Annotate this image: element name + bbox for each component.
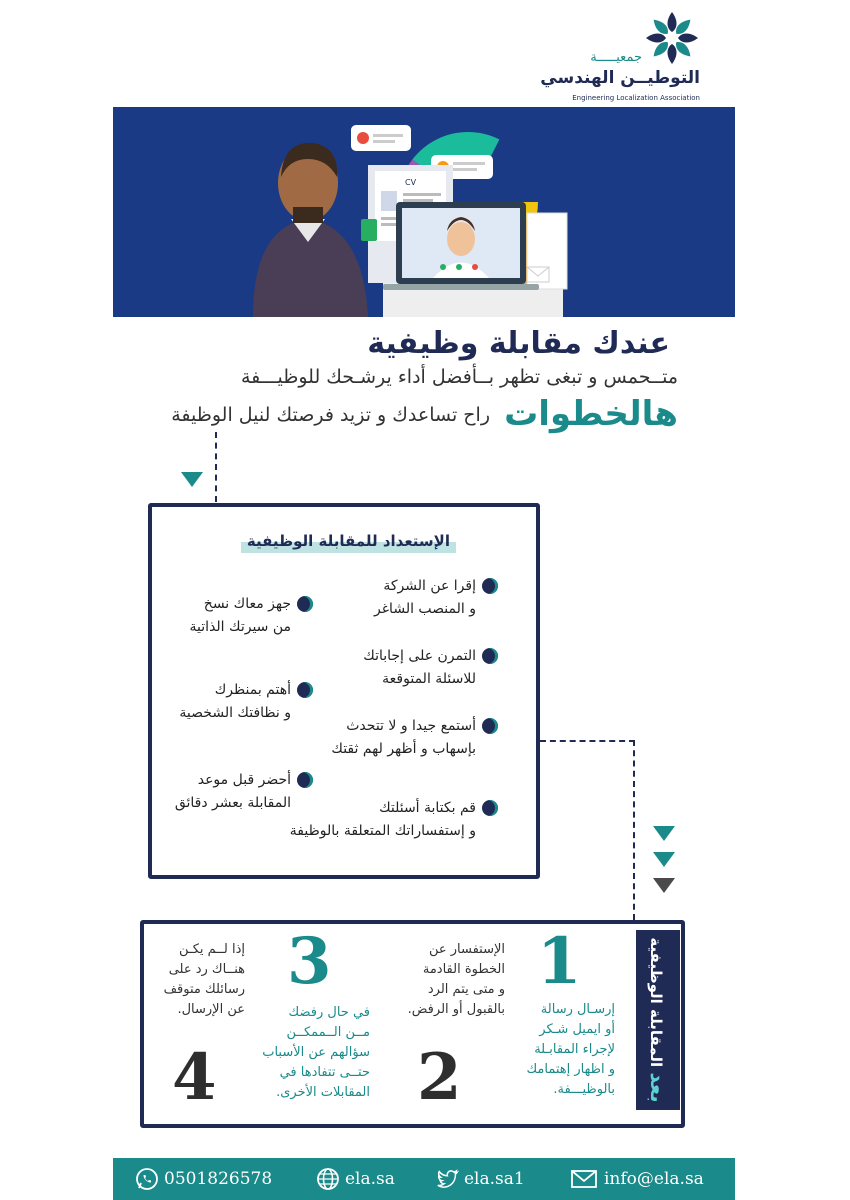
preparation-box	[148, 503, 540, 879]
step-line: مــن الــممكــن	[286, 1025, 370, 1040]
logo-arabic-line2: التوطيــن الهندسي	[540, 68, 700, 88]
step-line: المقابلات الأخرى.	[276, 1085, 370, 1100]
prep-item-line2: و المنصب الشاغر	[374, 601, 476, 617]
step-line: أو ايميل شـكر	[539, 1022, 615, 1037]
twitter-handle: ela.sa1	[464, 1169, 525, 1189]
whatsapp-icon	[135, 1167, 159, 1191]
envelope-icon	[569, 1167, 599, 1191]
prep-item-line2: و إستفساراتك المتعلقة بالوظيفة	[289, 823, 476, 839]
video-interview-illustration	[113, 107, 735, 317]
prep-item	[374, 575, 476, 621]
bullet-dot-icon	[482, 718, 498, 734]
prep-item-line1: التمرن على إجاباتك	[363, 648, 476, 664]
twitter-icon	[435, 1167, 459, 1191]
bullet-dot-icon	[482, 648, 498, 664]
globe-icon	[316, 1167, 340, 1191]
step-line: حتــى تتفادها في	[279, 1065, 370, 1080]
step-text	[262, 1003, 370, 1103]
step-line: في حال رفضك	[288, 1005, 370, 1020]
bullet-dot-icon	[297, 682, 313, 698]
after-title-word: بعد	[646, 1072, 670, 1103]
intro-line-1: متــحمس و تبغى تظهر بــأفضل أداء يرشـحك للوظيـــفة	[241, 366, 678, 388]
prep-item	[331, 715, 476, 761]
step-text	[526, 1000, 615, 1100]
preparation-title: الإستعداد للمقابلة الوظيفية	[241, 529, 456, 553]
step-number: 4	[172, 1040, 217, 1115]
prep-item-line1: أستمع جيدا و لا تتحدث	[346, 718, 476, 734]
step-line: هنــاك رد على	[168, 962, 245, 977]
prep-item-line2: و نظافتك الشخصية	[179, 705, 291, 721]
step-line: سؤالهم عن الأسباب	[262, 1045, 370, 1060]
prep-item-line1: أهتم بمنظرك	[214, 682, 291, 698]
prep-item	[190, 593, 291, 639]
website-url: ela.sa	[345, 1169, 395, 1189]
step-line: إذا لــم يكـن	[178, 942, 245, 957]
prep-item-line2: المقابلة بعشر دقائق	[174, 795, 291, 811]
bullet-dot-icon	[482, 800, 498, 816]
twitter-contact[interactable]	[435, 1166, 525, 1192]
prep-item-line1: جهز معاك نسخ	[203, 596, 291, 612]
connector-top	[215, 432, 217, 502]
step-line: الخطوة القادمة	[422, 962, 505, 977]
logo-english-name: Engineering Localization Association	[572, 94, 700, 102]
connector-middle-horizontal	[540, 740, 635, 742]
step-number: 3	[287, 924, 332, 999]
down-arrow-icon	[653, 852, 675, 867]
bullet-dot-icon	[297, 596, 313, 612]
prep-item-line2: من سيرتك الذاتية	[189, 619, 291, 635]
down-arrow-icon	[653, 878, 675, 893]
prep-item	[175, 769, 291, 815]
prep-item	[179, 679, 291, 725]
intro-line-2: راح تساعدك و تزيد فرصتك لنيل الوظيفة	[171, 404, 490, 426]
prep-item-line1: أحضر قبل موعد	[197, 772, 291, 788]
step-line: لإجراء المقابـلة	[534, 1042, 615, 1057]
step-number: 2	[417, 1040, 462, 1115]
down-arrow-icon	[181, 472, 203, 487]
association-logo	[540, 8, 700, 102]
email-address: info@ela.sa	[604, 1169, 704, 1189]
step-line: بالقبول أو الرفض.	[407, 1002, 505, 1017]
step-line: الإستفسار عن	[428, 942, 505, 957]
down-arrow-icon	[653, 826, 675, 841]
phone-contact[interactable]	[135, 1166, 272, 1192]
step-text	[164, 940, 245, 1020]
logo-star-icon	[644, 10, 700, 66]
logo-arabic-line1: جمعيـــــة	[590, 50, 642, 65]
step-number: 1	[537, 924, 582, 999]
after-title-rest: المقابلة الوظيفية	[647, 937, 665, 1068]
cv-label: CV	[405, 178, 417, 187]
phone-number: 0501826578	[164, 1169, 273, 1189]
connector-middle-vertical	[633, 740, 635, 920]
step-line: رسائلك متوقف	[163, 982, 245, 997]
bullet-dot-icon	[297, 772, 313, 788]
page-title: عندك مقابلة وظيفية	[367, 326, 670, 361]
step-line: و اظهار إهتمامك	[526, 1062, 615, 1077]
prep-item-line1: إقرا عن الشركة	[383, 578, 476, 594]
prep-item-line2: بإسهاب و أظهر لهم ثقتك	[331, 741, 476, 757]
prep-item	[363, 645, 476, 691]
after-interview-title	[636, 930, 680, 1110]
contact-footer	[113, 1158, 735, 1200]
prep-item	[290, 797, 476, 843]
prep-item-line1: قم بكتابة أسئلتك	[379, 800, 476, 816]
step-line: إرسـال رسالة	[540, 1002, 615, 1017]
bullet-dot-icon	[482, 578, 498, 594]
step-line: بالوظيـــفة.	[553, 1082, 615, 1097]
email-contact[interactable]	[569, 1166, 704, 1192]
hero-illustration	[113, 107, 735, 317]
step-line: عن الإرسال.	[177, 1002, 245, 1017]
step-line: و متى يتم الرد	[427, 982, 505, 997]
website-contact[interactable]	[316, 1166, 395, 1192]
step-text	[408, 940, 505, 1020]
steps-highlight: هالخطوات	[504, 394, 678, 434]
prep-item-line2: للاسئلة المتوقعة	[382, 671, 476, 687]
